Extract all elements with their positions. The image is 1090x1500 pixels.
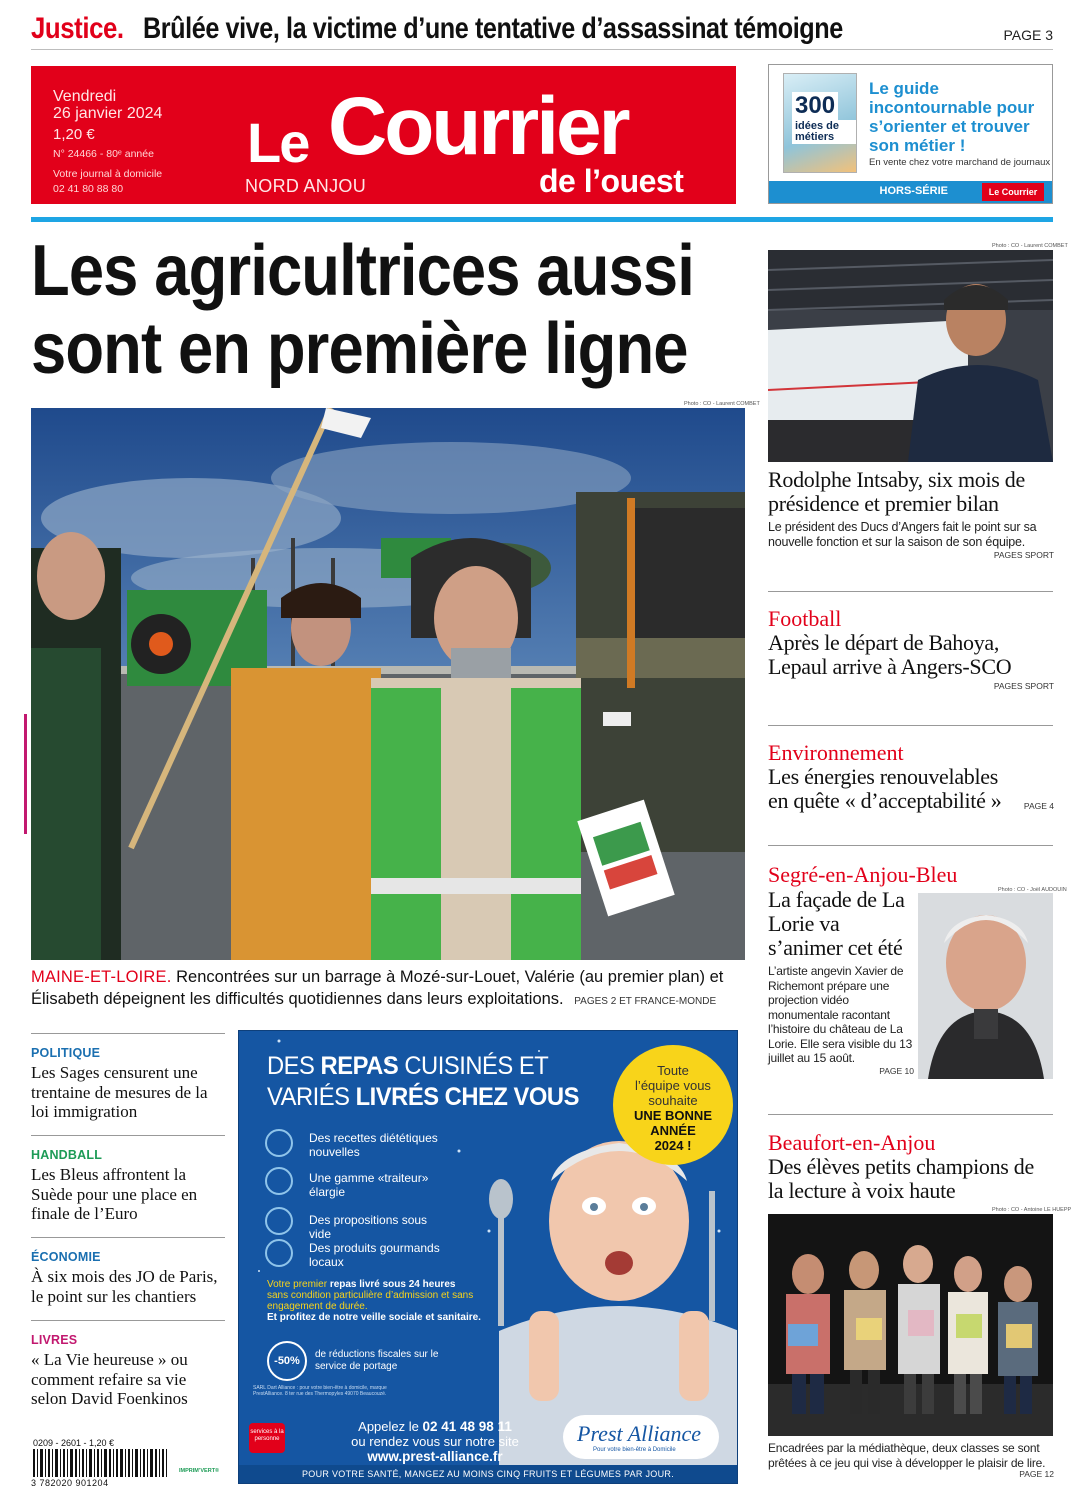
right-item-rubric: Segré-en-Anjou-Bleu xyxy=(768,862,958,887)
guide-sale-note: En vente chez votre marchand de journaux xyxy=(869,157,1051,168)
students-reading-photo[interactable] xyxy=(768,1214,1053,1436)
right-item-title[interactable]: La façade de La Lorie va s’animer cet été xyxy=(768,887,905,960)
brief-title[interactable]: Les Bleus affrontent la Suède pour une place en finale de l’Euro xyxy=(31,1165,198,1223)
teaser-page: PAGE 3 xyxy=(1003,27,1053,43)
ad-tax-text: de réductions fiscales sur le service de portage xyxy=(315,1349,439,1372)
right-item-page: PAGE 10 xyxy=(879,1065,914,1076)
ad-feature: Des recettes diététiques nouvelles xyxy=(309,1131,438,1159)
ad-contact[interactable]: Appelez le 02 41 48 98 11 ou rendez vous sur notre site www.prest-alliance.fr xyxy=(351,1419,519,1464)
barcode-digits: 3 782020 901204 xyxy=(31,1478,109,1488)
teaser-rubric: Justice. xyxy=(31,12,124,45)
right-item-text: L’artiste angevin Xavier de Richemont prépare une projection vidéo monumentale racontant l’histoire du château de La Lorie. Elle sera visible du 13 juillet au 15 août. xyxy=(768,964,913,1065)
right-divider xyxy=(768,725,1053,726)
main-photo[interactable] xyxy=(31,408,745,960)
meal-icon xyxy=(265,1129,293,1157)
barcode-code: 0209 - 2601 - 1,20 € xyxy=(33,1438,115,1448)
right-item-rubric: Beaufort-en-Anjou xyxy=(768,1130,936,1155)
top-teaser[interactable] xyxy=(31,10,1053,50)
right-item-title[interactable]: Rodolphe Intsaby, six mois de présidence et premier bilan xyxy=(768,467,1025,516)
guide-cover-image: 300 idées de métiers xyxy=(783,73,857,173)
right-divider xyxy=(768,1114,1053,1115)
main-headline[interactable]: Les agricultrices aussi sont en première ligne xyxy=(31,231,694,389)
imprim-vert-label: IMPRIM’VERT® xyxy=(179,1468,220,1474)
photo-credit: Photo : CO - Joël AUDOUIN xyxy=(998,887,1067,893)
brief-title[interactable]: Les Sages censurent une trentaine de mesures de la loi immigration xyxy=(31,1063,208,1121)
caption-text: Rencontrées sur un barrage à Mozé-sur-Louet, Valérie (au premier plan) et Élisabeth dépeignent les difficultés quotidiennes dans leurs exploitations. xyxy=(31,968,724,1008)
tax-reduction-badge: -50% xyxy=(267,1341,307,1381)
ad-feature: Une gamme «traiteur» élargie xyxy=(309,1171,429,1199)
ad-feature: Des produits gourmands locaux xyxy=(309,1241,440,1269)
right-item-title[interactable]: Des élèves petits champions de la lecture à voix haute xyxy=(768,1154,1034,1203)
issue-date: Vendredi 26 janvier 2024 xyxy=(53,88,163,122)
brief-rubric: POLITIQUE xyxy=(31,1046,101,1060)
right-item-segre[interactable] xyxy=(768,863,1054,887)
hors-serie-ad[interactable] xyxy=(768,64,1053,204)
right-item-football[interactable] xyxy=(768,607,1054,691)
photo-credit: Photo : CO - Antoine LE HUEPP xyxy=(992,1207,1072,1213)
xavier-portrait-photo[interactable] xyxy=(918,893,1053,1079)
left-brief-politique[interactable] xyxy=(31,1033,225,1122)
right-item-segre-body[interactable] xyxy=(768,888,914,1076)
photo-credit: Photo : CO - Laurent COMBET xyxy=(992,243,1068,249)
edition-name: NORD ANJOU xyxy=(245,176,367,196)
logo-courrier: Courrier xyxy=(328,81,628,172)
right-item-rubric: Environnement xyxy=(768,740,904,765)
hors-serie-bar: HORS-SÉRIE Le Courrier xyxy=(769,181,1052,203)
ad-health-footer: POUR VOTRE SANTÉ, MANGEZ AU MOINS CINQ FRUITS ET LÉGUMES PAR JOUR. xyxy=(239,1465,737,1483)
caption-location: MAINE-ET-LOIRE. xyxy=(31,968,172,986)
brief-rubric: ÉCONOMIE xyxy=(31,1250,101,1264)
right-item-title[interactable]: Après le départ de Bahoya, Lepaul arrive à Angers-SCO xyxy=(768,630,1012,679)
right-item-page: PAGES SPORT xyxy=(993,681,1054,691)
brief-rubric: HANDBALL xyxy=(31,1148,103,1162)
right-item-text: Encadrées par la médiathèque, deux classes se sont prêtées à ce jeu qui vise à développer le plaisir de lire. xyxy=(768,1441,1046,1470)
ad-legal: SARL Dart Alliance : pour votre bien-être à domicile, marque PrestAlliance. 8 ter rue des Thermopyles 49070 Beaucouzé. xyxy=(253,1385,387,1397)
vacuum-pack-icon xyxy=(265,1207,293,1235)
right-item-environnement[interactable] xyxy=(768,741,1054,811)
logo-le: Le xyxy=(247,111,309,174)
cutlery-icon xyxy=(265,1239,293,1267)
ice-rink-photo[interactable] xyxy=(768,250,1053,462)
ad-headline: DES REPAS CUISINÉS ET VARIÉS LIVRÉS CHEZ VOUS xyxy=(267,1052,579,1111)
right-item-beaufort-text xyxy=(768,1441,1054,1479)
left-brief-livres[interactable] xyxy=(31,1320,225,1409)
new-year-bubble: Toute l’équipe vous souhaite UNE BONNE ANNÉE 2024 ! xyxy=(613,1045,733,1165)
brief-rubric: LIVRES xyxy=(31,1333,78,1347)
right-item-page: PAGES SPORT xyxy=(993,550,1054,560)
issue-price: 1,20 € xyxy=(53,126,95,143)
prest-alliance-ad[interactable] xyxy=(238,1030,738,1484)
blue-divider xyxy=(31,217,1053,222)
right-item-title[interactable]: Les énergies renouvelables en quête « d’acceptabilité » xyxy=(768,764,1002,813)
subscription-info: Votre journal à domicile 02 41 80 88 80 xyxy=(53,168,163,195)
main-photo-credit-top: Photo : CO - Laurent COMBET xyxy=(684,401,760,407)
right-item-text: Le président des Ducs d’Angers fait le point sur sa nouvelle fonction et sur la saison de son équipe. xyxy=(768,520,1037,549)
pink-accent-bar xyxy=(24,714,27,834)
right-item-rodolphe[interactable] xyxy=(768,468,1054,560)
ad-promo: Votre premier repas livré sous 24 heures sans condition particulière d’admission et sans engagement de durée. Et profitez de notre veille sociale et sanitaire. xyxy=(267,1279,481,1323)
prest-alliance-logo: Prest Alliance Pour votre bien-être à Domicile xyxy=(563,1415,719,1459)
left-brief-economie[interactable] xyxy=(31,1237,225,1306)
brief-title[interactable]: « La Vie heureuse » ou comment refaire sa vie selon David Foenkinos xyxy=(31,1350,188,1408)
services-badge: services à la personne xyxy=(249,1423,285,1453)
issue-number: N° 24466 - 80ᵉ année xyxy=(53,148,154,160)
right-item-rubric: Football xyxy=(768,606,842,631)
ad-feature: Des propositions sous vide xyxy=(309,1213,428,1241)
right-divider xyxy=(768,591,1053,592)
guide-tagline: Le guide incontournable pour s’orienter et trouver son métier ! xyxy=(869,79,1035,155)
caption-pages: PAGES 2 ET FRANCE-MONDE xyxy=(574,996,717,1007)
left-brief-handball[interactable] xyxy=(31,1135,225,1224)
masthead xyxy=(31,66,736,204)
right-item-beaufort[interactable] xyxy=(768,1131,1054,1203)
brief-title[interactable]: À six mois des JO de Paris, le point sur les chantiers xyxy=(31,1267,218,1306)
barcode-block xyxy=(31,1438,231,1490)
right-divider xyxy=(768,845,1053,846)
cloche-icon xyxy=(265,1167,293,1195)
right-item-page: PAGE 4 xyxy=(1023,801,1054,811)
mini-logo: Le Courrier xyxy=(982,183,1044,201)
logo-ouest: de l’ouest xyxy=(539,163,684,199)
teaser-title[interactable]: Brûlée vive, la victime d’une tentative d’assassinat témoigne xyxy=(143,12,843,45)
barcode-icon xyxy=(31,1449,171,1477)
main-photo-caption xyxy=(31,966,751,1013)
right-item-page: PAGE 12 xyxy=(1019,1469,1054,1479)
